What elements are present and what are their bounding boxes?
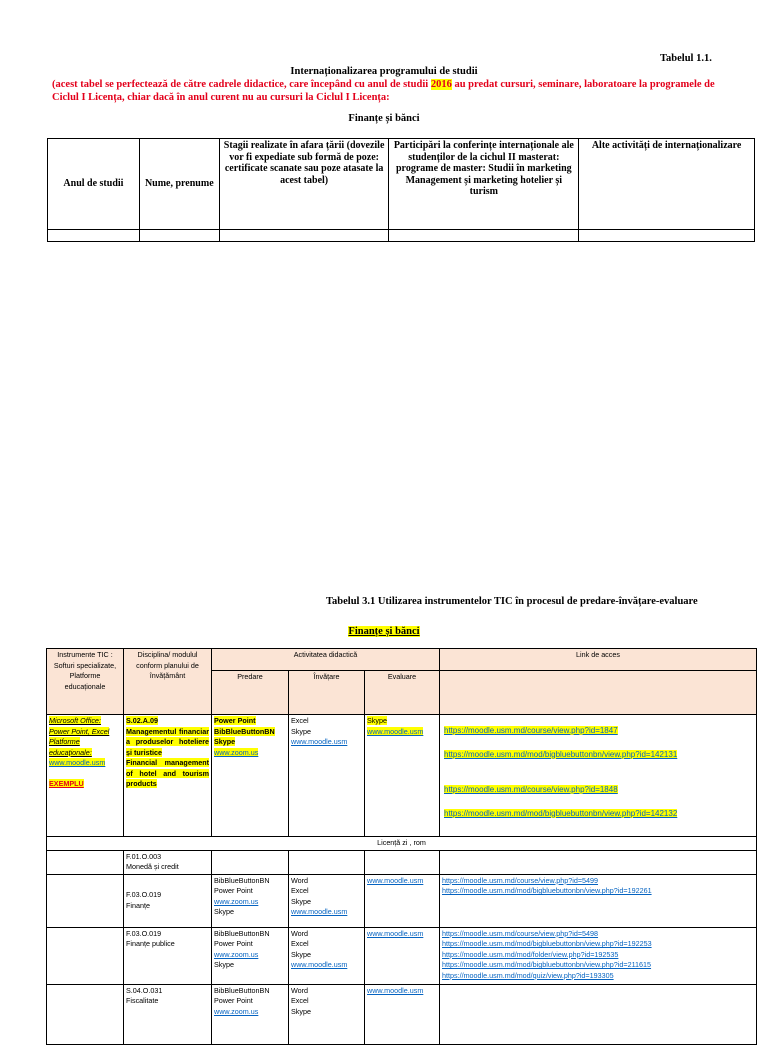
discipline-cell — [124, 850, 212, 874]
example-invatare — [289, 715, 365, 837]
program-subtitle: Finanțe și bănci — [348, 113, 420, 124]
header-nume: Nume, prenume — [139, 139, 219, 230]
discipline-code: F.03.O.019 — [126, 890, 162, 899]
predare-item: BibBlueButtonBN — [214, 875, 270, 885]
ict-tools-table — [46, 648, 757, 1045]
discipline-code: F.03.O.019 — [126, 928, 162, 938]
access-link[interactable]: https://moodle.usm.md/mod/folder/view.php?id=192535 — [442, 949, 619, 959]
predare-cell — [212, 874, 289, 927]
subtitle-text: Finanțe și bănci — [348, 626, 420, 637]
invatare-item: Word — [291, 985, 309, 995]
evaluare-cell — [365, 874, 440, 927]
header-link-empty — [440, 671, 757, 715]
section-row — [47, 837, 757, 851]
example-evaluare — [365, 715, 440, 837]
table-row — [47, 874, 757, 927]
example-predare — [212, 715, 289, 837]
example-invatare-item: Excel — [291, 716, 309, 725]
example-evaluare-link[interactable]: www.moodle.usm — [367, 726, 424, 736]
example-predare-item: Skype — [214, 737, 236, 746]
predare-item: Power Point — [214, 939, 253, 948]
note-text: (acest tabel se perfectează de către cadrele didactice, care începând cu anul de studii — [52, 79, 431, 90]
note-year: 2016 — [430, 79, 452, 90]
invatare-cell — [289, 984, 365, 1044]
predare-cell — [212, 927, 289, 984]
note-text-end: au predat cursuri, seminare, laboratoare la programele de Ciclul I Licența, chiar dacă în anul curent nu au cursuri la Ciclul I Licența: — [52, 79, 715, 103]
access-link[interactable]: https://moodle.usm.md/course/view.php?id=5499 — [442, 875, 599, 885]
invatare-item: Excel — [291, 996, 309, 1005]
invatare-link[interactable]: www.moodle.usm — [291, 960, 348, 969]
header-participari: Participări la conferințe internaționale ale studenților de la cichul II masterat: programe de master: Studii în marketing Management și marketing hotelier și turism — [389, 139, 579, 230]
discipline-cell — [124, 874, 212, 927]
header-alte: Alte activități de internaționalizare — [579, 139, 755, 230]
header-stagii: Stagii realizate în afara țării (dovezile vor fi expediate sub formă de poze: certificate scanate sau poze atasate la acest tabel) — [219, 139, 389, 230]
invatare-item: Skype — [291, 949, 311, 959]
example-predare-item: BibBlueButtonBN — [214, 726, 275, 736]
example-link-1[interactable]: https://moodle.usm.md/course/view.php?id=1847 — [444, 726, 618, 735]
predare-item: Skype — [214, 960, 234, 969]
example-link-3[interactable]: https://moodle.usm.md/course/view.php?id=1848 — [444, 785, 618, 794]
example-predare-link[interactable]: www.zoom.us — [214, 747, 259, 757]
discipline-cell — [124, 984, 212, 1044]
instruction-note — [52, 78, 732, 104]
discipline-name: Finanțe publice — [126, 939, 175, 948]
example-label: EXEMPLU — [49, 778, 84, 788]
predare-item: Skype — [214, 907, 234, 916]
cell-an[interactable] — [48, 230, 140, 242]
example-predare-item: Power Point — [214, 716, 256, 725]
example-links — [440, 715, 757, 837]
invatare-cell — [289, 927, 365, 984]
example-link-2[interactable]: https://moodle.usm.md/mod/bigbluebuttonbn/view.php?id=142131 — [444, 749, 678, 759]
example-invatare-item: Skype — [291, 726, 311, 736]
table-1-1-label: Tabelul 1.1. — [660, 53, 712, 64]
example-tools-link[interactable]: www.moodle.usm — [49, 758, 106, 767]
example-link-4[interactable]: https://moodle.usm.md/mod/bigbluebuttonbn/view.php?id=142132 — [444, 808, 678, 818]
table-row — [47, 927, 757, 984]
invatare-link[interactable]: www.moodle.usm — [291, 907, 348, 916]
invatare-item: Word — [291, 928, 309, 938]
invatare-cell — [289, 874, 365, 927]
section-title: Internaționalizarea programului de studii — [290, 66, 478, 77]
table-row — [47, 984, 757, 1044]
access-link[interactable]: https://moodle.usm.md/mod/bigbluebuttonbn/view.php?id=211615 — [442, 960, 652, 969]
header-evaluare: Evaluare — [365, 671, 440, 715]
discipline-code: F.01.O.003 — [126, 851, 162, 861]
evaluare-link[interactable]: www.moodle.usm — [367, 875, 424, 885]
example-tools-office: Microsoft Office: Power Point, Excel — [49, 716, 110, 736]
cell-stagii[interactable] — [219, 230, 389, 242]
header-row — [48, 139, 755, 230]
access-link[interactable]: https://moodle.usm.md/mod/bigbluebuttonbn/view.php?id=192253 — [442, 939, 652, 948]
example-tools — [47, 715, 124, 837]
header-invatare: Învățare — [289, 671, 365, 715]
table-row — [47, 850, 757, 874]
cell-nume[interactable] — [139, 230, 219, 242]
links-cell — [440, 874, 757, 927]
table-3-1-label: Tabelul 3.1 Utilizarea instrumentelor TIC în procesul de predare-învățare-evaluare — [326, 596, 698, 607]
section-label: Licență zi , rom — [47, 837, 757, 851]
predare-item: BibBlueButtonBN — [214, 928, 270, 938]
predare-link[interactable]: www.zoom.us — [214, 1006, 259, 1016]
example-row — [47, 715, 757, 837]
predare-item: Power Point — [214, 996, 253, 1005]
predare-item: BibBlueButtonBN — [214, 985, 270, 995]
invatare-item: Skype — [291, 896, 311, 906]
access-link[interactable]: https://moodle.usm.md/course/view.php?id=5498 — [442, 928, 599, 938]
example-discipline-ro: Managementul financiar a produselor hoteliere și turistice — [126, 726, 209, 757]
discipline-cell — [124, 927, 212, 984]
table-row — [48, 230, 755, 242]
program-subtitle-2 — [0, 626, 768, 637]
evaluare-cell — [365, 927, 440, 984]
predare-item: Power Point — [214, 886, 253, 895]
invatare-item: Word — [291, 875, 309, 885]
cell-participari[interactable] — [389, 230, 579, 242]
cell-alte[interactable] — [579, 230, 755, 242]
example-evaluare-item: Skype — [367, 716, 387, 725]
example-discipline-en: Financial management of hotel and tourism products — [126, 758, 209, 788]
header-predare: Predare — [212, 671, 289, 715]
invatare-item: Excel — [291, 939, 309, 948]
evaluare-link[interactable]: www.moodle.usm — [367, 928, 424, 938]
invatare-item: Excel — [291, 886, 309, 895]
discipline-name: Monedă și credit — [126, 862, 179, 871]
example-discipline — [124, 715, 212, 837]
header-an-studii: Anul de studii — [48, 139, 140, 230]
access-link[interactable]: https://moodle.usm.md/mod/bigbluebuttonbn/view.php?id=192261 — [442, 886, 652, 895]
discipline-name: Finanțe — [126, 900, 150, 910]
header-instrumente: Instrumente TIC : Softuri specializate, Platforme educaționale — [47, 649, 124, 715]
access-link[interactable]: https://moodle.usm.md/mod/quiz/view.php?id=193305 — [442, 970, 614, 980]
evaluare-link[interactable]: www.moodle.usm — [367, 985, 424, 995]
example-tools-platforme: Platforme educaționale: — [49, 737, 92, 757]
evaluare-cell — [365, 984, 440, 1044]
header-link: Link de acces — [440, 649, 757, 671]
discipline-name: Fiscalitate — [126, 996, 159, 1005]
discipline-code: S.04.O.031 — [126, 985, 163, 995]
predare-link[interactable]: www.zoom.us — [214, 949, 259, 959]
predare-link[interactable]: www.zoom.us — [214, 896, 259, 906]
invatare-item: Skype — [291, 1006, 311, 1016]
header-activitate: Activitatea didactică — [212, 649, 440, 671]
header-disciplina: Disciplina/ modulul conform planului de învățământ — [124, 649, 212, 715]
example-discipline-code: S.02.A.09 — [126, 716, 158, 725]
header-row-1 — [47, 649, 757, 671]
links-cell — [440, 927, 757, 984]
example-invatare-link[interactable]: www.moodle.usm — [291, 737, 348, 746]
predare-cell — [212, 984, 289, 1044]
internationalization-table — [47, 138, 755, 242]
